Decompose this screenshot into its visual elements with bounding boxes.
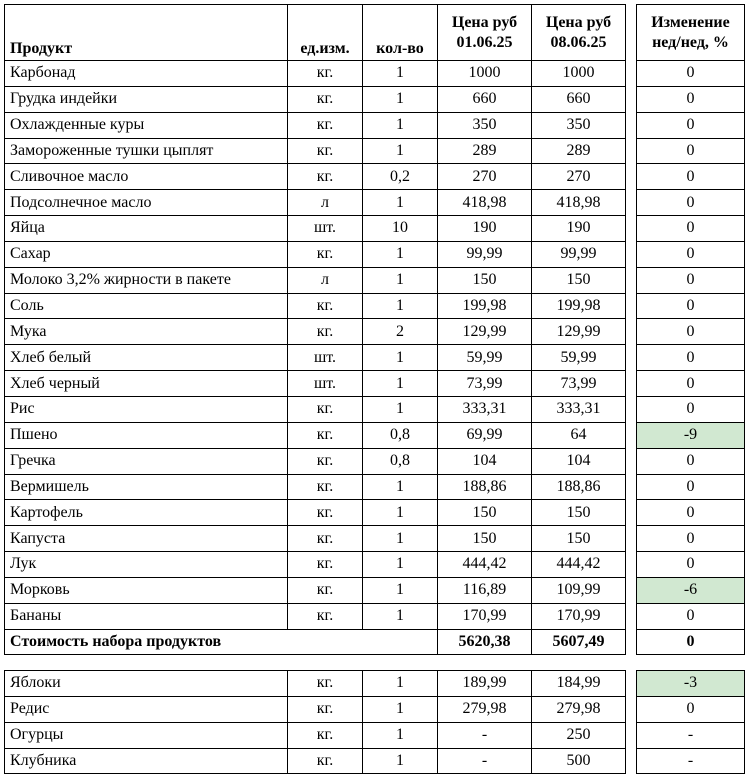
product-name-cell: Яблоки [5, 671, 288, 697]
product-name-cell: Замороженные тушки цыплят [5, 138, 288, 164]
unit-cell: кг. [288, 748, 363, 774]
total-label: Стоимость набора продуктов [5, 629, 438, 655]
change-cell: 0 [637, 552, 745, 578]
change-cell: 0 [637, 112, 745, 138]
table-row [5, 61, 745, 87]
extra-price-table [4, 670, 745, 774]
price-1-cell: 189,99 [438, 671, 532, 697]
table-row [5, 371, 745, 397]
column-gap [626, 603, 637, 629]
table-row [5, 500, 745, 526]
price-2-cell: 99,99 [532, 241, 626, 267]
quantity-cell: 1 [363, 603, 438, 629]
table-row [5, 577, 745, 603]
price-1-cell: 190 [438, 216, 532, 242]
product-name-cell: Капуста [5, 526, 288, 552]
change-cell: 0 [637, 138, 745, 164]
price-2-cell: 150 [532, 500, 626, 526]
change-cell: 0 [637, 267, 745, 293]
column-gap [626, 396, 637, 422]
column-gap [626, 722, 637, 748]
column-gap [626, 500, 637, 526]
change-cell: -6 [637, 577, 745, 603]
price-2-cell: 289 [532, 138, 626, 164]
unit-cell: л [288, 190, 363, 216]
column-gap [626, 748, 637, 774]
table-header-row [5, 5, 745, 61]
price-2-cell: 109,99 [532, 577, 626, 603]
header-price-1 [438, 5, 532, 61]
total-price-1: 5620,38 [438, 629, 532, 655]
product-name-cell: Рис [5, 396, 288, 422]
header-product: Продукт [5, 5, 288, 61]
change-cell: 0 [637, 371, 745, 397]
column-gap [626, 86, 637, 112]
quantity-cell: 10 [363, 216, 438, 242]
price-1-cell: - [438, 748, 532, 774]
price-1-cell: 150 [438, 526, 532, 552]
change-cell: 0 [637, 696, 745, 722]
price-2-cell: 333,31 [532, 396, 626, 422]
price-1-cell: - [438, 722, 532, 748]
column-gap [626, 526, 637, 552]
quantity-cell: 1 [363, 293, 438, 319]
column-gap [626, 61, 637, 87]
product-name-cell: Гречка [5, 448, 288, 474]
price-1-cell: 279,98 [438, 696, 532, 722]
quantity-cell: 1 [363, 474, 438, 500]
quantity-cell: 1 [363, 190, 438, 216]
table-row [5, 319, 745, 345]
price-2-cell: 59,99 [532, 345, 626, 371]
header-change-unit: нед/нед, % [652, 33, 729, 51]
quantity-cell: 1 [363, 371, 438, 397]
product-name-cell: Лук [5, 552, 288, 578]
change-cell: 0 [637, 61, 745, 87]
table-row [5, 526, 745, 552]
change-cell: -9 [637, 422, 745, 448]
column-gap [626, 371, 637, 397]
header-qty: кол-во [363, 5, 438, 61]
unit-cell: кг. [288, 396, 363, 422]
product-name-cell: Морковь [5, 577, 288, 603]
column-gap [626, 577, 637, 603]
price-2-cell: 129,99 [532, 319, 626, 345]
column-gap [626, 552, 637, 578]
table-row [5, 552, 745, 578]
unit-cell: кг. [288, 293, 363, 319]
header-change-label: Изменение [651, 13, 730, 31]
column-gap [626, 267, 637, 293]
price-2-cell: 660 [532, 86, 626, 112]
price-2-cell: 170,99 [532, 603, 626, 629]
table-row [5, 671, 745, 697]
unit-cell: кг. [288, 500, 363, 526]
header-price-2-label: Цена руб [545, 13, 612, 31]
change-cell: 0 [637, 603, 745, 629]
price-2-cell: 73,99 [532, 371, 626, 397]
price-2-cell: 444,42 [532, 552, 626, 578]
price-2-cell: 104 [532, 448, 626, 474]
change-cell: 0 [637, 216, 745, 242]
unit-cell: кг. [288, 112, 363, 138]
header-price-2 [532, 5, 626, 61]
quantity-cell: 1 [363, 500, 438, 526]
unit-cell: кг. [288, 319, 363, 345]
price-2-cell: 279,98 [532, 696, 626, 722]
price-1-cell: 660 [438, 86, 532, 112]
product-name-cell: Мука [5, 319, 288, 345]
product-name-cell: Клубника [5, 748, 288, 774]
table-row [5, 138, 745, 164]
table-row [5, 86, 745, 112]
price-2-cell: 64 [532, 422, 626, 448]
price-1-cell: 199,98 [438, 293, 532, 319]
product-name-cell: Сливочное масло [5, 164, 288, 190]
table-row [5, 448, 745, 474]
quantity-cell: 1 [363, 86, 438, 112]
price-2-cell: 1000 [532, 61, 626, 87]
product-name-cell: Сахар [5, 241, 288, 267]
header-unit: ед.изм. [288, 5, 363, 61]
header-change [637, 5, 745, 61]
quantity-cell: 1 [363, 671, 438, 697]
unit-cell: кг. [288, 448, 363, 474]
unit-cell: кг. [288, 526, 363, 552]
change-cell: 0 [637, 164, 745, 190]
price-1-cell: 333,31 [438, 396, 532, 422]
quantity-cell: 1 [363, 748, 438, 774]
price-1-cell: 59,99 [438, 345, 532, 371]
table-row [5, 216, 745, 242]
column-gap [626, 138, 637, 164]
table-row [5, 112, 745, 138]
price-1-cell: 150 [438, 500, 532, 526]
change-cell: 0 [637, 319, 745, 345]
column-gap [626, 448, 637, 474]
change-cell: - [637, 748, 745, 774]
price-2-cell: 150 [532, 267, 626, 293]
price-2-cell: 500 [532, 748, 626, 774]
quantity-cell: 1 [363, 577, 438, 603]
price-1-cell: 69,99 [438, 422, 532, 448]
table-row [5, 474, 745, 500]
quantity-cell: 1 [363, 241, 438, 267]
quantity-cell: 0,8 [363, 448, 438, 474]
unit-cell: кг. [288, 164, 363, 190]
change-cell: 0 [637, 526, 745, 552]
price-2-cell: 188,86 [532, 474, 626, 500]
column-gap [626, 293, 637, 319]
quantity-cell: 1 [363, 396, 438, 422]
unit-cell: шт. [288, 345, 363, 371]
unit-cell: шт. [288, 216, 363, 242]
change-cell: 0 [637, 474, 745, 500]
column-gap [626, 671, 637, 697]
column-gap [626, 422, 637, 448]
quantity-cell: 1 [363, 345, 438, 371]
price-1-cell: 1000 [438, 61, 532, 87]
product-name-cell: Огурцы [5, 722, 288, 748]
quantity-cell: 1 [363, 552, 438, 578]
unit-cell: кг. [288, 577, 363, 603]
quantity-cell: 1 [363, 696, 438, 722]
price-2-cell: 199,98 [532, 293, 626, 319]
unit-cell: кг. [288, 603, 363, 629]
product-name-cell: Редис [5, 696, 288, 722]
column-gap [626, 696, 637, 722]
table-row [5, 396, 745, 422]
table-row [5, 696, 745, 722]
column-gap [626, 474, 637, 500]
unit-cell: л [288, 267, 363, 293]
product-name-cell: Яйца [5, 216, 288, 242]
table-row [5, 722, 745, 748]
column-gap [626, 5, 637, 61]
change-cell: 0 [637, 345, 745, 371]
change-cell: 0 [637, 448, 745, 474]
price-2-cell: 184,99 [532, 671, 626, 697]
column-gap [626, 164, 637, 190]
product-name-cell: Хлеб черный [5, 371, 288, 397]
unit-cell: кг. [288, 671, 363, 697]
table-row [5, 345, 745, 371]
unit-cell: кг. [288, 422, 363, 448]
unit-cell: шт. [288, 371, 363, 397]
total-row [5, 629, 745, 655]
price-2-cell: 190 [532, 216, 626, 242]
quantity-cell: 1 [363, 526, 438, 552]
change-cell: 0 [637, 293, 745, 319]
product-name-cell: Карбонад [5, 61, 288, 87]
product-name-cell: Охлажденные куры [5, 112, 288, 138]
price-2-cell: 418,98 [532, 190, 626, 216]
column-gap [626, 190, 637, 216]
change-cell: -3 [637, 671, 745, 697]
unit-cell: кг. [288, 552, 363, 578]
change-cell: 0 [637, 396, 745, 422]
column-gap [626, 345, 637, 371]
unit-cell: кг. [288, 722, 363, 748]
header-price-2-date: 08.06.25 [550, 33, 607, 51]
change-cell: - [637, 722, 745, 748]
table-row [5, 603, 745, 629]
product-name-cell: Картофель [5, 500, 288, 526]
unit-cell: кг. [288, 86, 363, 112]
price-1-cell: 150 [438, 267, 532, 293]
product-name-cell: Соль [5, 293, 288, 319]
table-row [5, 293, 745, 319]
quantity-cell: 0,8 [363, 422, 438, 448]
price-1-cell: 99,99 [438, 241, 532, 267]
product-name-cell: Подсолнечное масло [5, 190, 288, 216]
product-name-cell: Пшено [5, 422, 288, 448]
price-table [4, 4, 745, 655]
price-1-cell: 289 [438, 138, 532, 164]
column-gap [626, 241, 637, 267]
price-1-cell: 129,99 [438, 319, 532, 345]
price-1-cell: 104 [438, 448, 532, 474]
column-gap [626, 112, 637, 138]
quantity-cell: 1 [363, 61, 438, 87]
price-2-cell: 250 [532, 722, 626, 748]
table-row [5, 190, 745, 216]
price-1-cell: 444,42 [438, 552, 532, 578]
column-gap [626, 629, 637, 655]
quantity-cell: 1 [363, 267, 438, 293]
price-1-cell: 170,99 [438, 603, 532, 629]
price-1-cell: 418,98 [438, 190, 532, 216]
header-price-1-date: 01.06.25 [456, 33, 513, 51]
product-name-cell: Грудка индейки [5, 86, 288, 112]
table-row [5, 267, 745, 293]
price-1-cell: 116,89 [438, 577, 532, 603]
unit-cell: кг. [288, 696, 363, 722]
change-cell: 0 [637, 241, 745, 267]
change-cell: 0 [637, 86, 745, 112]
quantity-cell: 1 [363, 112, 438, 138]
total-price-2: 5607,49 [532, 629, 626, 655]
column-gap [626, 216, 637, 242]
product-name-cell: Вермишель [5, 474, 288, 500]
table-row [5, 164, 745, 190]
table-row [5, 748, 745, 774]
quantity-cell: 2 [363, 319, 438, 345]
unit-cell: кг. [288, 474, 363, 500]
quantity-cell: 1 [363, 138, 438, 164]
total-change: 0 [637, 629, 745, 655]
unit-cell: кг. [288, 138, 363, 164]
column-gap [626, 319, 637, 345]
price-1-cell: 73,99 [438, 371, 532, 397]
quantity-cell: 1 [363, 722, 438, 748]
product-name-cell: Бананы [5, 603, 288, 629]
header-price-1-label: Цена руб [451, 13, 518, 31]
change-cell: 0 [637, 190, 745, 216]
table-row [5, 241, 745, 267]
price-1-cell: 270 [438, 164, 532, 190]
price-1-cell: 188,86 [438, 474, 532, 500]
unit-cell: кг. [288, 61, 363, 87]
quantity-cell: 0,2 [363, 164, 438, 190]
product-name-cell: Хлеб белый [5, 345, 288, 371]
table-row [5, 422, 745, 448]
change-cell: 0 [637, 500, 745, 526]
price-2-cell: 150 [532, 526, 626, 552]
price-2-cell: 270 [532, 164, 626, 190]
price-1-cell: 350 [438, 112, 532, 138]
unit-cell: кг. [288, 241, 363, 267]
product-name-cell: Молоко 3,2% жирности в пакете [5, 267, 288, 293]
price-2-cell: 350 [532, 112, 626, 138]
